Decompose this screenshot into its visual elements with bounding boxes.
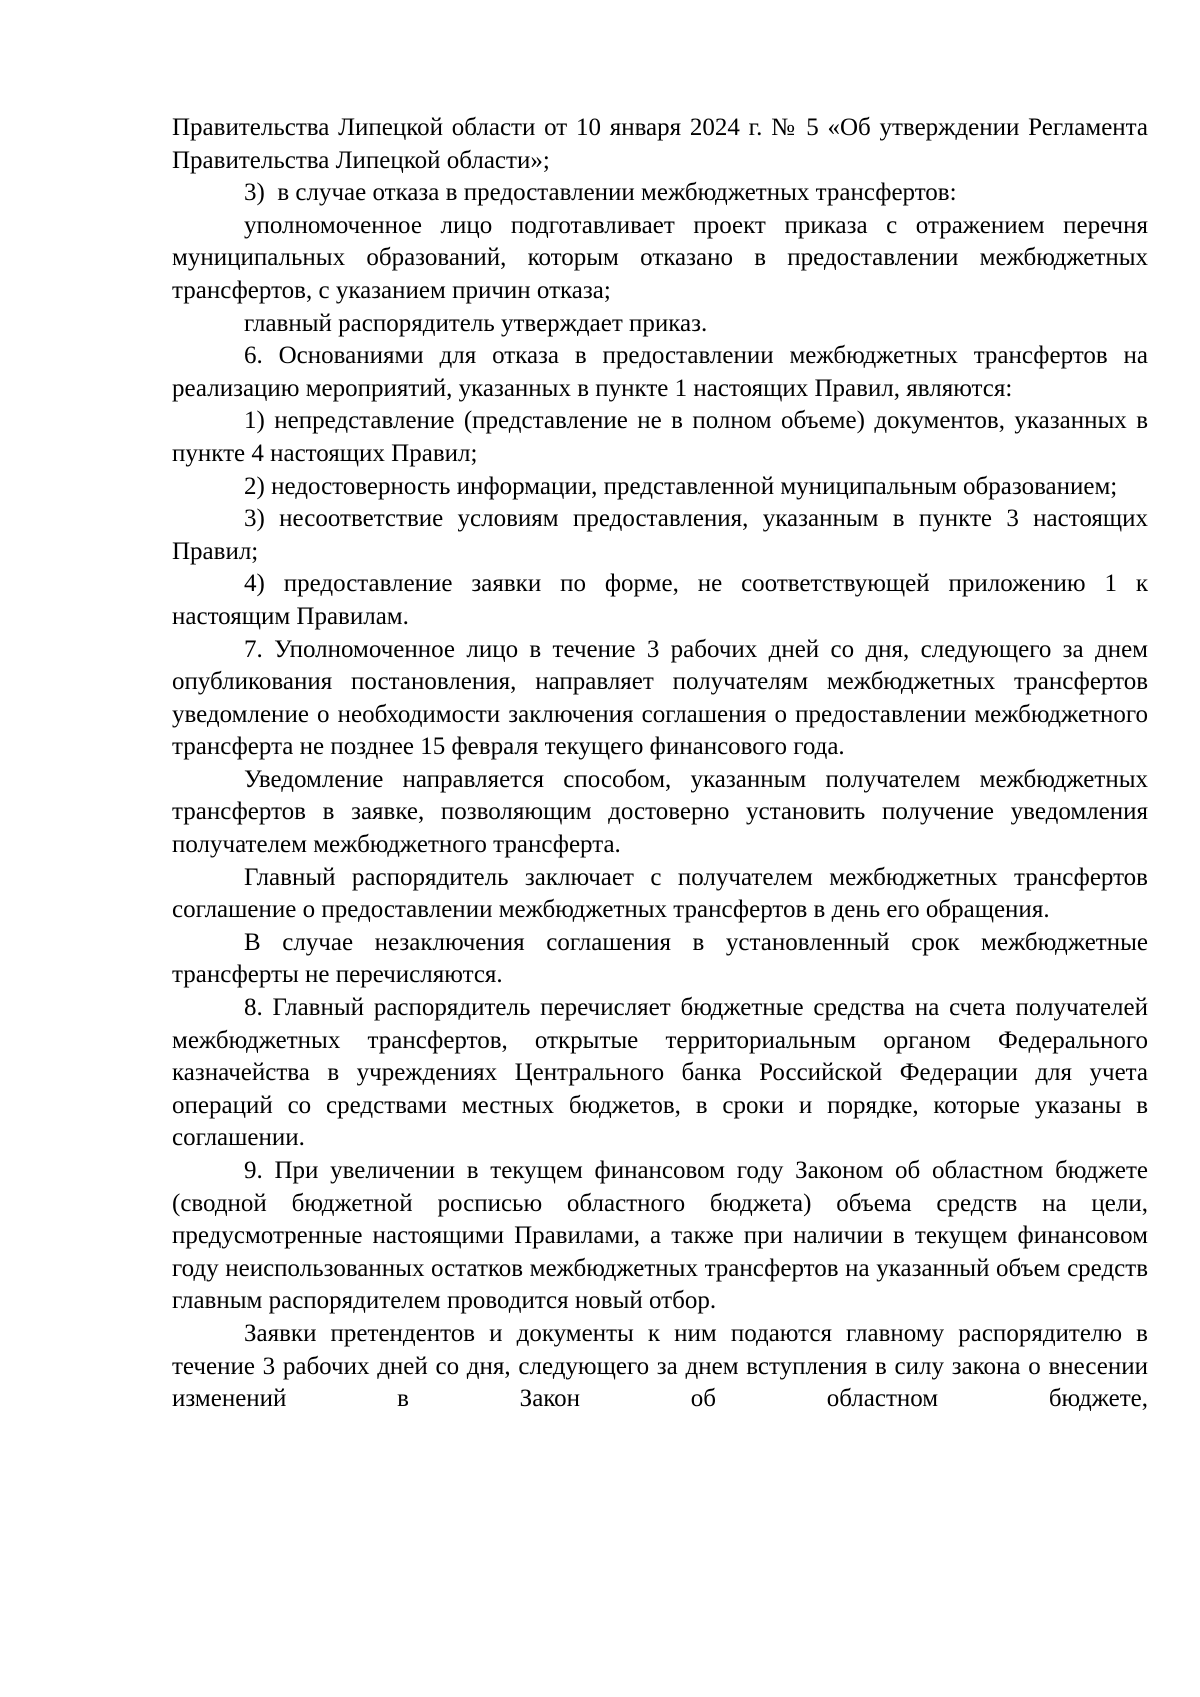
- paragraph: Заявки претендентов и документы к ним подаются главному распорядителю в течение 3 рабочих дней со дня, следующего за днем вступления в силу закона о внесении изменений в Закон об областном бюджете,: [172, 1319, 1148, 1413]
- paragraph: 1) непредставление (представление не в полном объеме) документов, указанных в пункте 4 настоящих Правил;: [172, 407, 1148, 467]
- document-page: [172, 112, 1148, 1416]
- paragraph: Уведомление направляется способом, указанным получателем межбюджетных трансфертов в заявке, позволяющим достоверно установить получение уведомления получателем межбюджетного трансферта.: [172, 765, 1148, 859]
- paragraph: 8. Главный распорядитель перечисляет бюджетные средства на счета получателей межбюджетных трансфертов, открытые территориальным органом Федерального казначейства в учреждениях Центрального банка Российской Федерации для учета операций со средствами местных бюджетов, в сроки и порядке, которые указаны в соглашении.: [172, 994, 1148, 1152]
- paragraph: 7. Уполномоченное лицо в течение 3 рабочих дней со дня, следующего за днем опубликования постановления, направляет получателям межбюджетных трансфертов уведомление о необходимости заключения соглашения о предоставлении межбюджетного трансферта не позднее 15 февраля текущего финансового года.: [172, 635, 1148, 761]
- paragraph: Главный распорядитель заключает с получателем межбюджетных трансфертов соглашение о предоставлении межбюджетных трансфертов в день его обращения.: [172, 863, 1148, 924]
- paragraph: 4) предоставление заявки по форме, не соответствующей приложению 1 к настоящим Правилам.: [172, 570, 1148, 630]
- paragraph: 9. При увеличении в текущем финансовом году Законом об областном бюджете (сводной бюджетной росписью областного бюджета) объема средств на цели, предусмотренные настоящими Правилами, а также при наличии в текущем финансовом году неиспользованных остатков межбюджетных трансфертов на указанный объем средств главным распорядителем проводится новый отбор.: [172, 1157, 1148, 1315]
- paragraph: В случае незаключения соглашения в установленный срок межбюджетные трансферты не перечисляются.: [172, 928, 1148, 989]
- paragraph: 6. Основаниями для отказа в предоставлении межбюджетных трансфертов на реализацию мероприятий, указанных в пункте 1 настоящих Правил, являются:: [172, 342, 1148, 402]
- paragraph: Правительства Липецкой области от 10 января 2024 г. № 5 «Об утверждении Регламента Правительства Липецкой области»;: [172, 114, 1148, 174]
- paragraph: 2) недостоверность информации, представленной муниципальным образованием;: [244, 472, 1118, 500]
- paragraph: уполномоченное лицо подготавливает проект приказа с отражением перечня муниципальных образований, которым отказано в предоставлении межбюджетных трансфертов, с указанием причин отказа;: [172, 211, 1148, 304]
- paragraph: 3) несоответствие условиям предоставления, указанным в пункте 3 настоящих Правил;: [172, 505, 1148, 565]
- paragraph: главный распорядитель утверждает приказ.: [244, 309, 708, 337]
- paragraph: 3) в случае отказа в предоставлении межбюджетных трансфертов:: [244, 179, 957, 207]
